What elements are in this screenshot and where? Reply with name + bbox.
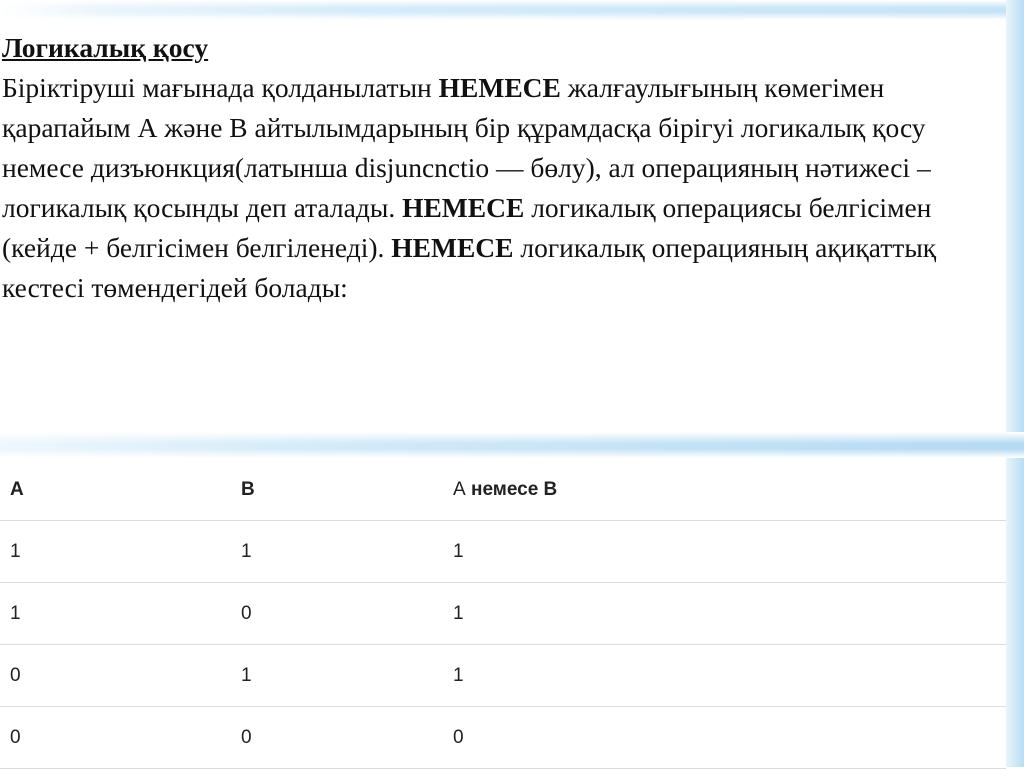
truth-table	[0, 459, 1006, 769]
slide-heading: Логикалық қосу	[2, 32, 209, 63]
slide-text-block	[2, 28, 1002, 308]
cell-result: 1	[443, 645, 1006, 707]
cell-a: 1	[0, 583, 231, 645]
cell-a: 0	[0, 645, 231, 707]
header-a: А	[0, 459, 231, 521]
table-row	[0, 521, 1006, 583]
right-decorative-band	[1006, 0, 1024, 767]
table-row	[0, 707, 1006, 769]
cell-b: 1	[231, 521, 443, 583]
paragraph-segment: логикалық операцияның ақиқаттық кестесі төмендегідей болады:	[2, 232, 937, 303]
cell-b: 0	[231, 583, 443, 645]
cell-result: 0	[443, 707, 1006, 769]
table-row	[0, 645, 1006, 707]
table-header-row	[0, 459, 1006, 521]
cell-a: 0	[0, 707, 231, 769]
cell-result: 1	[443, 583, 1006, 645]
cell-b: 0	[231, 707, 443, 769]
divider-decorative-band	[0, 432, 1024, 458]
cell-a: 1	[0, 521, 231, 583]
paragraph-keyword: НЕМЕСЕ	[438, 72, 561, 103]
top-decorative-band	[0, 0, 1024, 20]
header-b: В	[231, 459, 443, 521]
paragraph-keyword: НЕМЕСЕ	[402, 192, 525, 223]
paragraph-keyword: НЕМЕСЕ	[391, 232, 514, 263]
paragraph-segment: логикалық операциясы белгісімен (кейде + белгісімен белгіленеді).	[2, 192, 932, 263]
header-result-rest: немесе В	[470, 478, 558, 500]
paragraph-segment: Біріктіруші мағынада қолданылатын	[2, 72, 439, 103]
header-result	[443, 459, 1006, 521]
cell-result: 1	[443, 521, 1006, 583]
paragraph-segment: жалғаулығының көмегімен қарапайым А және В айтылымдарының бір құрамдасқа бірігуі логикалық қосу немесе дизъюнкция(латынша disjuncnctio — бөлу), ал операцияның нәтижесі – логикалық қосынды деп аталады.	[2, 72, 931, 223]
table-row	[0, 583, 1006, 645]
cell-b: 1	[231, 645, 443, 707]
slide-paragraph	[2, 68, 1002, 308]
header-result-prefix: А	[453, 478, 466, 500]
